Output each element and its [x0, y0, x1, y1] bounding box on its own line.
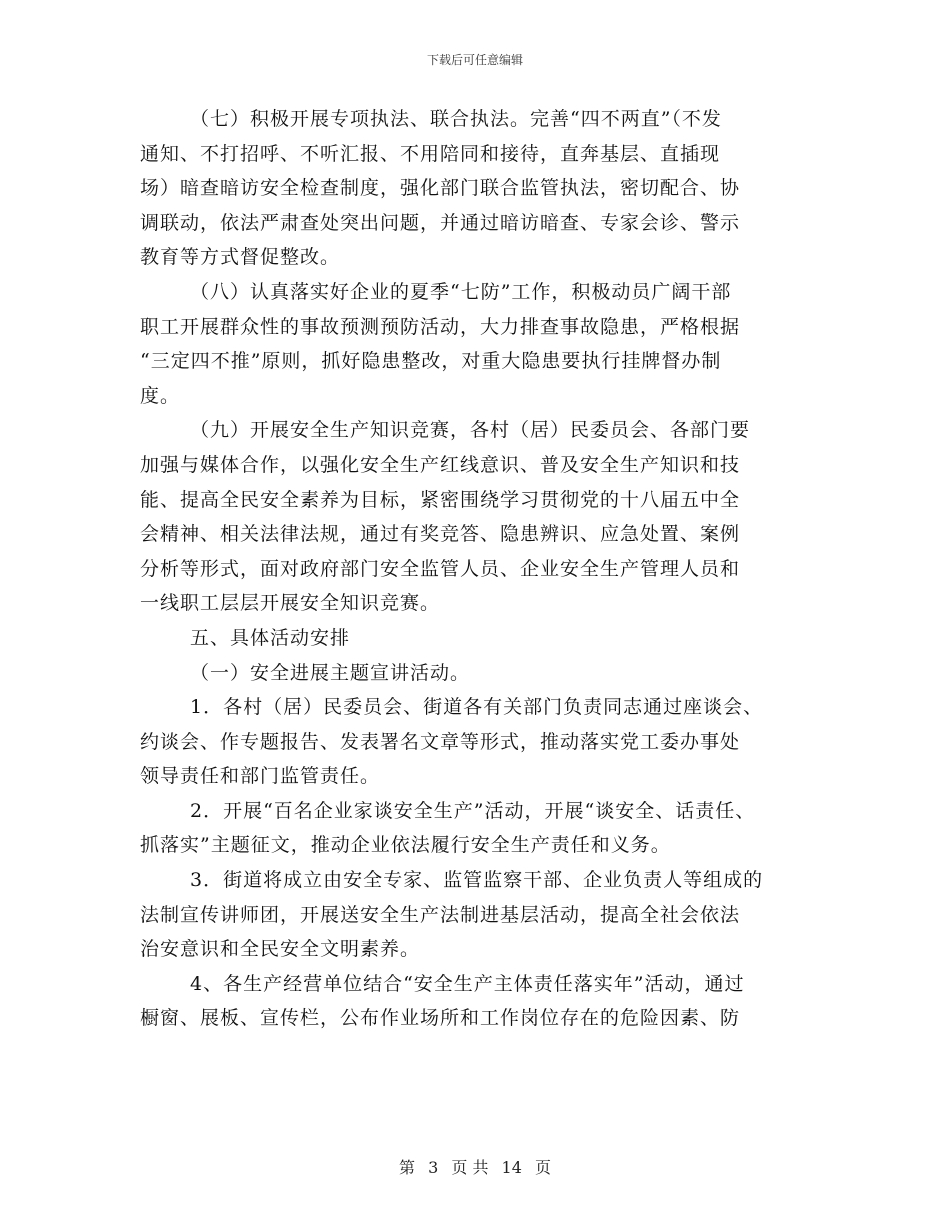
text-line: 约谈会、作专题报告、发表署名文章等形式，推动落实党工委办事处 — [140, 730, 741, 753]
text-line: “三定四不推”原则，抓好隐患整改，对重大隐患要执行挂牌督办制 — [140, 350, 722, 373]
footer-page-number: 3 — [428, 1158, 439, 1177]
text-line: （八）认真落实好企业的夏季“七防”工作，积极动员广阔干部 — [190, 280, 732, 303]
text-line: 调联动，依法严肃查处突出问题，并通过暗访暗查、专家会诊、警示 — [140, 211, 741, 234]
text-line: 加强与媒体合作，以强化安全生产红线意识、普及安全生产知识和技 — [140, 453, 741, 476]
text-line: 治安意识和全民安全文明素养。 — [140, 938, 421, 961]
text-line: 通知、不打招呼、不听汇报、不用陪同和接待，直奔基层、直插现 — [140, 142, 721, 165]
text-line: 法制宣传讲师团，开展送安全生产法制进基层活动，提高全社会依法 — [140, 903, 741, 926]
text-line: 度。 — [140, 384, 181, 407]
footer-middle: 页 共 — [451, 1158, 489, 1177]
text-line: 会精神、相关法律法规，通过有奖竞答、隐患辨识、应急处置、案例 — [140, 523, 741, 546]
text-line: 职工开展群众性的事故预测预防活动，大力排查事故隐患，严格根据 — [140, 315, 741, 338]
text-line: 抓落实”主题征文，推动企业依法履行安全生产责任和义务。 — [140, 834, 671, 857]
text-line: 能、提高全民安全素养为目标，紧密围绕学习贯彻党的十八届五中全 — [140, 488, 741, 511]
text-line: （一）安全进展主题宣讲活动。 — [190, 661, 471, 684]
text-line: 2．开展“百名企业家谈安全生产”活动，开展“谈安全、话责任、 — [190, 799, 756, 822]
footer-suffix: 页 — [535, 1158, 552, 1177]
footer-prefix: 第 — [398, 1158, 415, 1177]
text-line: 3．街道将成立由安全专家、监管监察干部、企业负责人等组成的 — [190, 869, 764, 892]
text-line: 一线职工层层开展安全知识竞赛。 — [140, 592, 441, 615]
footer-total-pages: 14 — [501, 1158, 522, 1177]
header-note: 下载后可任意编辑 — [426, 53, 523, 67]
page-footer — [0, 1158, 950, 1178]
text-line: 分析等形式，面对政府部门安全监管人员、企业安全生产管理人员和 — [140, 557, 741, 580]
text-line: 橱窗、展板、宣传栏，公布作业场所和工作岗位存在的危险因素、防 — [140, 1007, 741, 1030]
text-line: 4、各生产经营单位结合“安全生产主体责任落实年”活动，通过 — [190, 972, 745, 995]
text-line: 场）暗查暗访安全检查制度，强化部门联合监管执法，密切配合、协 — [140, 177, 741, 200]
text-line: 五、具体活动安排 — [190, 626, 351, 649]
document-body — [140, 108, 810, 1042]
text-line: 领导责任和部门监管责任。 — [140, 765, 381, 788]
text-line: （九）开展安全生产知识竞赛，各村（居）民委员会、各部门要 — [190, 419, 751, 442]
text-line: 教育等方式督促整改。 — [140, 246, 341, 269]
text-line: 1．各村（居）民委员会、街道各有关部门负责同志通过座谈会、 — [190, 696, 764, 719]
text-line: （七）积极开展专项执法、联合执法。完善“四不两直”（不发 — [190, 108, 722, 130]
